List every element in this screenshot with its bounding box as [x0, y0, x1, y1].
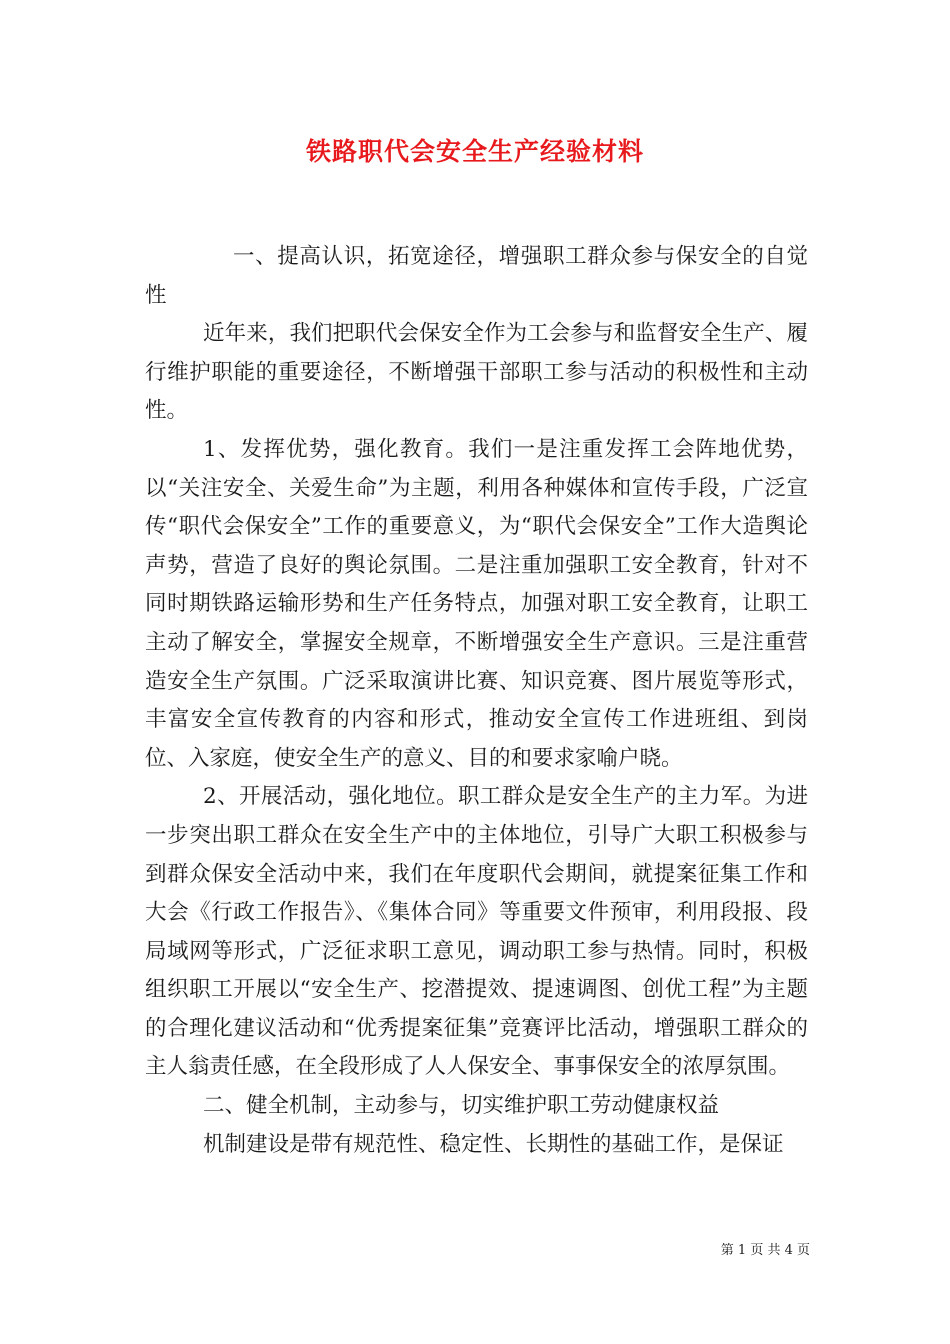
document-body: [145, 238, 808, 1164]
section-heading-1: 一、提高认识，拓宽途径，增强职工群众参与保安全的自觉性: [145, 244, 808, 308]
page-number-label: 第 1 页 共 4 页: [720, 1243, 810, 1258]
section-heading-2: 二、健全机制，主动参与，切实维护职工劳动健康权益: [203, 1093, 720, 1119]
page-footer: [660, 1242, 810, 1260]
body-paragraph-item-2: 2、开展活动，强化地位。职工群众是安全生产的主力军。为进一步突出职工群众在安全生产中的主体地位，引导广大职工积极参与到群众保安全活动中来，我们在年度职代会期间，就提案征集工作和大会《行政工作报告》、《集体合同》等重要文件预审，利用段报、段局域网等形式，广泛征求职工意见，调动职工参与热情。同时，积极组织职工开展以“安全生产、挖潜提效、提速调图、创优工程”为主题的合理化建议活动和“优秀提案征集”竞赛评比活动，增强职工群众的主人翁责任感，在全段形成了人人保安全、事事保安全的浓厚氛围。: [145, 784, 808, 1080]
document-title: 铁路职代会安全生产经验材料: [305, 137, 644, 166]
body-paragraph-item-1: 1、发挥优势，强化教育。我们一是注重发挥工会阵地优势，以“关注安全、关爱生命”为主题，利用各种媒体和宣传手段，广泛宣传“职代会保安全”工作的重要意义，为“职代会保安全”工作大造舆论声势，营造了良好的舆论氛围。二是注重加强职工安全教育，针对不同时期铁路运输形势和生产任务特点，加强对职工安全教育，让职工主动了解安全，掌握安全规章，不断增强安全生产意识。三是注重营造安全生产氛围。广泛采取演讲比赛、知识竞赛、图片展览等形式，丰富安全宣传教育的内容和形式，推动安全宣传工作进班组、到岗位、入家庭，使安全生产的意义、目的和要求家喻户晓。: [145, 436, 809, 771]
body-paragraph-mechanism: 机制建设是带有规范性、稳定性、长期性的基础工作，是保证: [203, 1131, 784, 1157]
body-paragraph-intro: 近年来，我们把职代会保安全作为工会参与和监督安全生产、履行维护职能的重要途径，不断增强干部职工参与活动的积极性和主动性。: [145, 321, 808, 424]
